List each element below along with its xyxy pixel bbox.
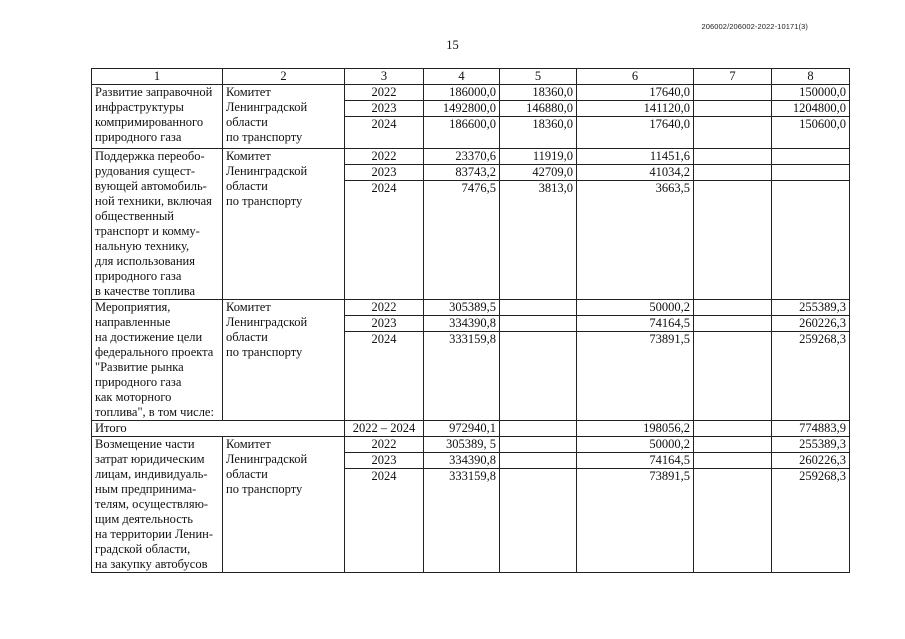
other-sources-cell <box>772 181 850 300</box>
regional-budget-cell: 73891,5 <box>577 332 694 421</box>
col-header-3: 3 <box>345 69 424 85</box>
other-sources-cell: 150000,0 <box>772 85 850 101</box>
regional-budget-cell: 141120,0 <box>577 101 694 117</box>
total-cell: 333159,8 <box>424 469 500 573</box>
col-header-1: 1 <box>92 69 223 85</box>
year-cell: 2024 <box>345 469 424 573</box>
col-header-5: 5 <box>500 69 577 85</box>
local-budget-cell <box>694 300 772 316</box>
table-row <box>92 149 850 165</box>
other-sources-cell: 260226,3 <box>772 453 850 469</box>
local-budget-cell <box>694 165 772 181</box>
year-cell: 2024 <box>345 332 424 421</box>
local-budget-cell <box>694 181 772 300</box>
year-cell: 2023 <box>345 316 424 332</box>
col-header-4: 4 <box>424 69 500 85</box>
regional-budget-cell: 50000,2 <box>577 300 694 316</box>
year-cell: 2022 <box>345 437 424 453</box>
activity-name-cell: Развитие заправочной инфраструктуры компримированного природного газа <box>92 85 223 149</box>
col-header-6: 6 <box>577 69 694 85</box>
federal-budget-cell: 11919,0 <box>500 149 577 165</box>
local-budget-cell <box>694 332 772 421</box>
header-row <box>92 69 850 85</box>
other-sources-cell <box>772 165 850 181</box>
total-row <box>92 421 850 437</box>
total-cell: 1492800,0 <box>424 101 500 117</box>
federal-budget-cell <box>500 332 577 421</box>
regional-budget-cell: 50000,2 <box>577 437 694 453</box>
regional-budget-cell: 41034,2 <box>577 165 694 181</box>
year-cell: 2022 <box>345 85 424 101</box>
other-sources-cell: 774883,9 <box>772 421 850 437</box>
regional-budget-cell: 11451,6 <box>577 149 694 165</box>
table-row <box>92 85 850 101</box>
executor-cell: Комитет Ленинградской области по транспорту <box>223 437 345 573</box>
other-sources-cell: 255389,3 <box>772 300 850 316</box>
total-cell: 305389, 5 <box>424 437 500 453</box>
year-cell: 2023 <box>345 453 424 469</box>
federal-budget-cell <box>500 437 577 453</box>
total-cell: 334390,8 <box>424 453 500 469</box>
local-budget-cell <box>694 421 772 437</box>
other-sources-cell <box>772 149 850 165</box>
total-cell: 23370,6 <box>424 149 500 165</box>
regional-budget-cell: 3663,5 <box>577 181 694 300</box>
total-cell: 972940,1 <box>424 421 500 437</box>
local-budget-cell <box>694 149 772 165</box>
regional-budget-cell: 17640,0 <box>577 85 694 101</box>
table-row <box>92 437 850 453</box>
total-cell: 334390,8 <box>424 316 500 332</box>
year-cell: 2022 <box>345 149 424 165</box>
activity-name-cell: Поддержка переобо- рудования сущест- вующей автомобиль- ной техники, включая общественный транспорт и комму- нальную технику, для использования природного газа в качестве топлива <box>92 149 223 300</box>
col-header-8: 8 <box>772 69 850 85</box>
local-budget-cell <box>694 85 772 101</box>
total-cell: 7476,5 <box>424 181 500 300</box>
other-sources-cell: 259268,3 <box>772 469 850 573</box>
other-sources-cell: 150600,0 <box>772 117 850 149</box>
total-cell: 83743,2 <box>424 165 500 181</box>
local-budget-cell <box>694 453 772 469</box>
federal-budget-cell <box>500 453 577 469</box>
local-budget-cell <box>694 101 772 117</box>
local-budget-cell <box>694 117 772 149</box>
executor-cell: Комитет Ленинградской области по транспорту <box>223 85 345 149</box>
col-header-7: 7 <box>694 69 772 85</box>
total-cell: 186600,0 <box>424 117 500 149</box>
other-sources-cell: 259268,3 <box>772 332 850 421</box>
federal-budget-cell <box>500 469 577 573</box>
year-cell: 2023 <box>345 101 424 117</box>
federal-budget-cell <box>500 421 577 437</box>
total-label: Итого <box>92 421 345 437</box>
other-sources-cell: 255389,3 <box>772 437 850 453</box>
regional-budget-cell: 73891,5 <box>577 469 694 573</box>
total-cell: 333159,8 <box>424 332 500 421</box>
year-cell: 2022 <box>345 300 424 316</box>
col-header-2: 2 <box>223 69 345 85</box>
regional-budget-cell: 198056,2 <box>577 421 694 437</box>
activity-name-cell: Возмещение части затрат юридическим лицам, индивидуаль- ным предпринима- телям, осуществляю- щим деятельность на территории Ленин- градской области, на закупку автобусов <box>92 437 223 573</box>
federal-budget-cell <box>500 300 577 316</box>
year-cell: 2024 <box>345 117 424 149</box>
document-id: 206002/206002-2022-10171(3) <box>701 22 808 31</box>
federal-budget-cell: 18360,0 <box>500 117 577 149</box>
activity-name-cell: Мероприятия, направленные на достижение цели федерального проекта "Развитие рынка природного газа как моторного топлива", в том числе: <box>92 300 223 421</box>
table-row <box>92 300 850 316</box>
year-cell: 2023 <box>345 165 424 181</box>
federal-budget-cell: 146880,0 <box>500 101 577 117</box>
total-cell: 305389,5 <box>424 300 500 316</box>
federal-budget-cell: 3813,0 <box>500 181 577 300</box>
regional-budget-cell: 74164,5 <box>577 316 694 332</box>
page-number: 15 <box>446 38 459 52</box>
year-range-cell: 2022 – 2024 <box>345 421 424 437</box>
budget-table <box>91 68 850 573</box>
other-sources-cell: 1204800,0 <box>772 101 850 117</box>
local-budget-cell <box>694 469 772 573</box>
regional-budget-cell: 74164,5 <box>577 453 694 469</box>
federal-budget-cell: 42709,0 <box>500 165 577 181</box>
year-cell: 2024 <box>345 181 424 300</box>
total-cell: 186000,0 <box>424 85 500 101</box>
other-sources-cell: 260226,3 <box>772 316 850 332</box>
federal-budget-cell <box>500 316 577 332</box>
executor-cell: Комитет Ленинградской области по транспорту <box>223 300 345 421</box>
federal-budget-cell: 18360,0 <box>500 85 577 101</box>
executor-cell: Комитет Ленинградской области по транспорту <box>223 149 345 300</box>
local-budget-cell <box>694 316 772 332</box>
regional-budget-cell: 17640,0 <box>577 117 694 149</box>
local-budget-cell <box>694 437 772 453</box>
